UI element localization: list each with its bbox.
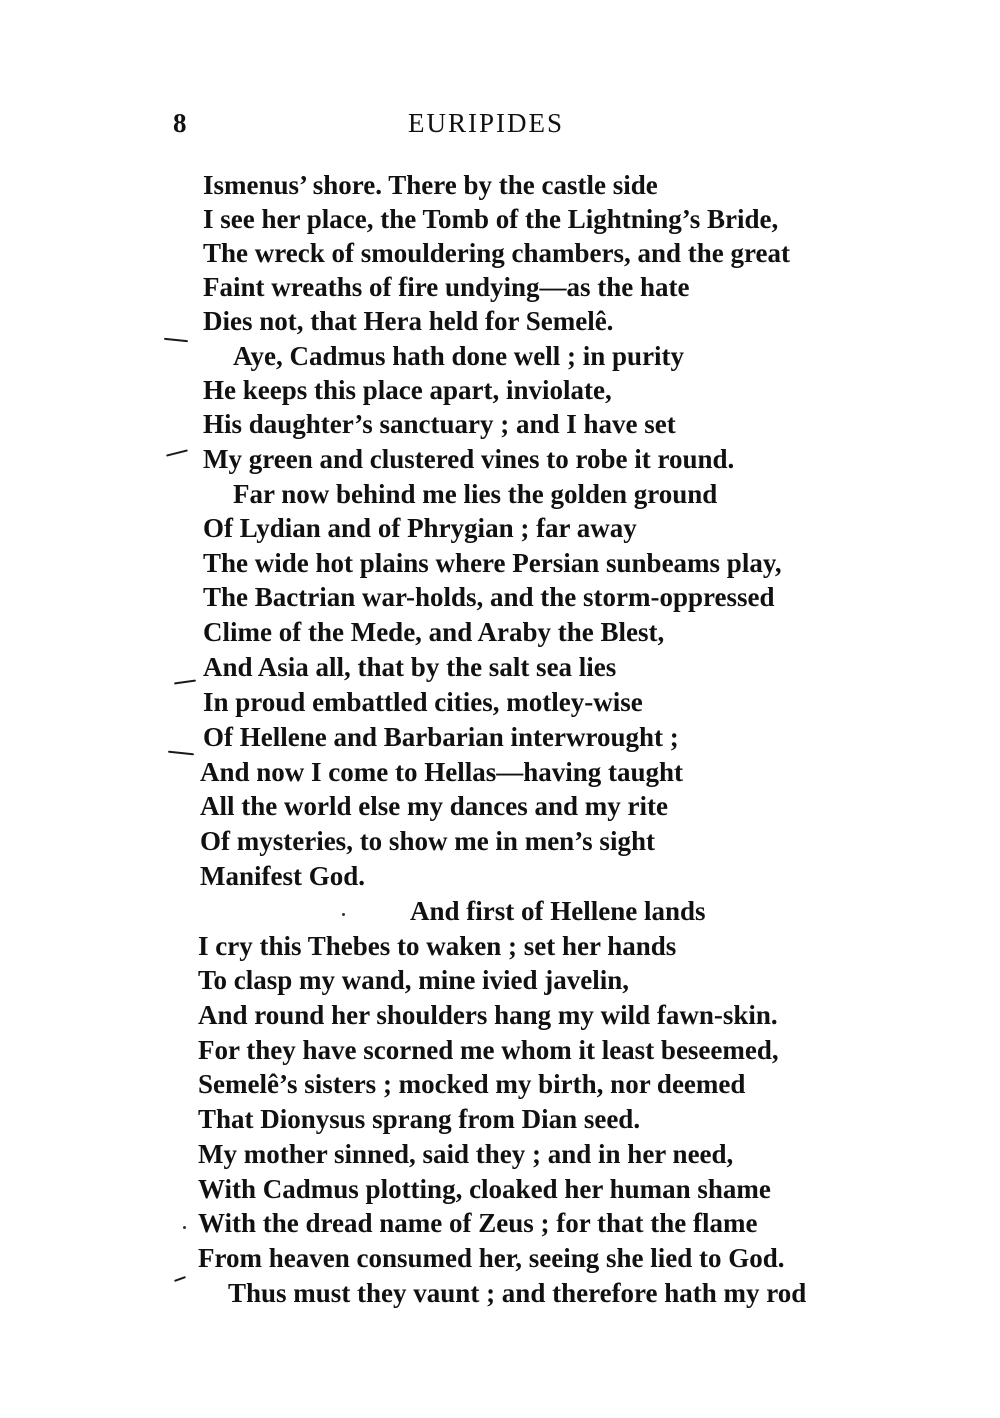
verse-line: The wide hot plains where Persian sunbeams play, [203, 548, 782, 578]
verse-line: My mother sinned, said they ; and in her need, [198, 1139, 734, 1169]
margin-mark [174, 679, 196, 684]
verse-line: And Asia all, that by the salt sea lies [203, 652, 617, 682]
verse-line: From heaven consumed her, seeing she lied to God. [198, 1243, 785, 1273]
verse-line: For they have scorned me whom it least beseemed, [198, 1035, 779, 1065]
verse-line: Dies not, that Hera held for Semelê. [203, 306, 614, 336]
verse-line: And round her shoulders hang my wild fawn-skin. [198, 1000, 778, 1030]
verse-line: Semelê’s sisters ; mocked my birth, nor deemed [198, 1069, 746, 1099]
verse-line: Ismenus’ shore. There by the castle side [203, 170, 658, 200]
verse-line: Thus must they vaunt ; and therefore hath my rod [228, 1278, 807, 1308]
page-number: 8 [173, 108, 187, 138]
verse-line: With the dread name of Zeus ; for that the flame [198, 1208, 758, 1238]
verse-line: The Bactrian war-holds, and the storm-oppressed [203, 582, 775, 612]
verse-line: To clasp my wand, mine ivied javelin, [198, 965, 630, 995]
verse-line: Far now behind me lies the golden ground [233, 479, 718, 509]
verse-line: With Cadmus plotting, cloaked her human shame [198, 1174, 771, 1204]
verse-line: Of mysteries, to show me in men’s sight [200, 826, 655, 856]
margin-mark [166, 449, 188, 456]
verse-line: He keeps this place apart, inviolate, [203, 375, 612, 405]
verse-line: Manifest God. [200, 861, 365, 891]
verse-line: Of Hellene and Barbarian interwrought ; [203, 722, 679, 752]
verse-line: All the world else my dances and my rite [200, 791, 668, 821]
verse-line: My green and clustered vines to robe it round. [203, 444, 735, 474]
verse-line: I see her place, the Tomb of the Lightning’s Bride, [203, 204, 779, 234]
page-header [0, 108, 1000, 148]
verse-line: That Dionysus sprang from Dian seed. [198, 1104, 641, 1134]
stray-dot [342, 913, 345, 916]
verse-line: The wreck of smouldering chambers, and the great [203, 238, 790, 268]
verse-line: Clime of the Mede, and Araby the Blest, [203, 617, 665, 647]
margin-mark [174, 1276, 186, 1282]
verse-line: In proud embattled cities, motley-wise [203, 687, 643, 717]
margin-mark [168, 751, 194, 756]
running-title: EURIPIDES [408, 108, 565, 138]
verse-line: His daughter’s sanctuary ; and I have set [203, 409, 676, 439]
verse-line: Faint wreaths of fire undying—as the hate [203, 272, 690, 302]
verse-line: Aye, Cadmus hath done well ; in purity [233, 341, 685, 371]
verse-line: And now I come to Hellas—having taught [200, 757, 684, 787]
stray-dot [183, 1226, 186, 1229]
margin-mark [164, 338, 188, 342]
verse-line: And first of Hellene lands [410, 896, 706, 926]
verse-line: I cry this Thebes to waken ; set her hands [198, 931, 677, 961]
verse-line: Of Lydian and of Phrygian ; far away [203, 513, 637, 543]
